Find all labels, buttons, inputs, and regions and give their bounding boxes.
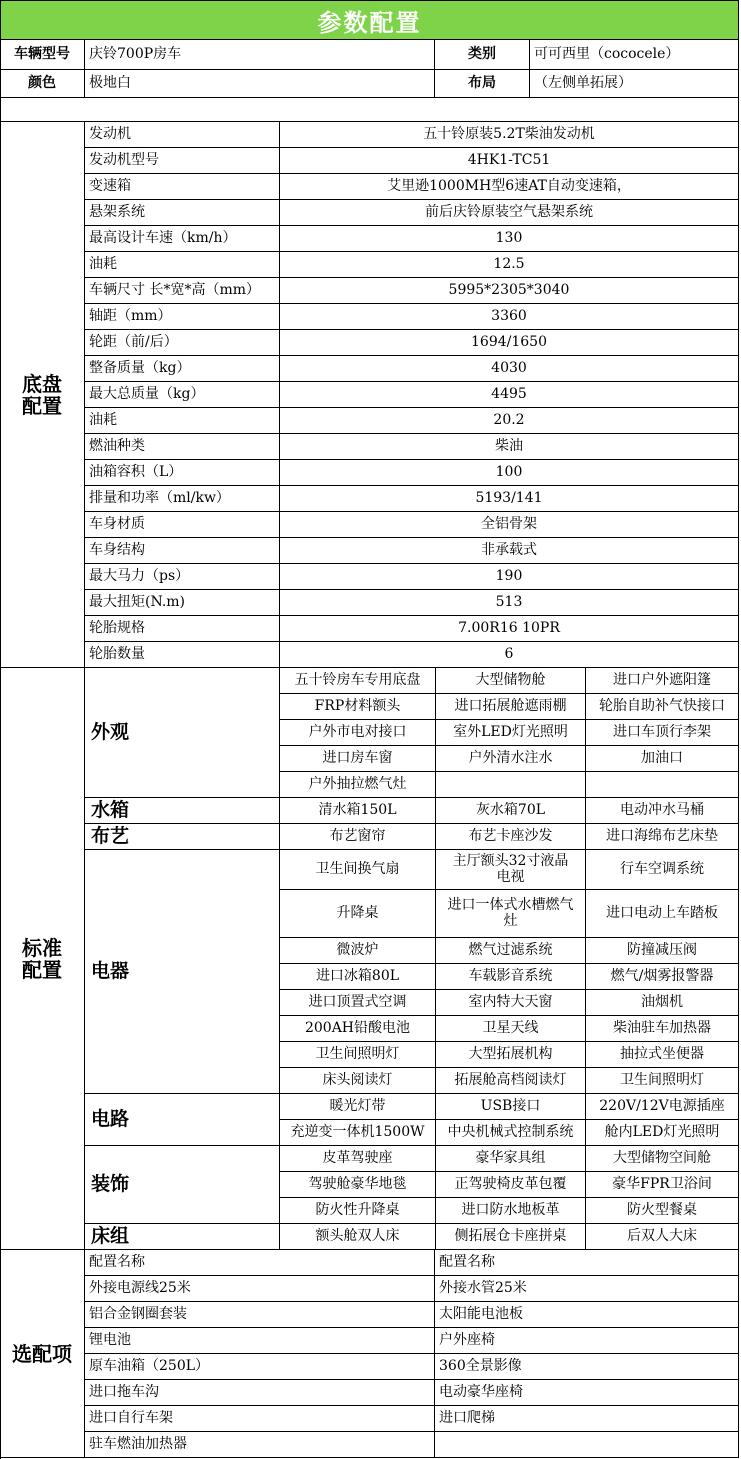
appliances-item: 燃气过滤系统 [436, 938, 586, 964]
appliances-item: 进口一体式水槽燃气灶 [436, 890, 586, 938]
decoration-item: 豪华家具组 [436, 1146, 586, 1172]
exterior-item: 进口户外遮阳篷 [586, 668, 739, 694]
bed-item: 后双人大床 [586, 1224, 739, 1250]
chassis-row-label: 最大总质量（kg） [85, 382, 280, 408]
spacer-row [0, 98, 739, 122]
option-right-empty [435, 1432, 739, 1458]
appliances-label: 电器 [85, 850, 280, 1094]
water-tank-label: 水箱 [85, 798, 280, 824]
decoration-item: 皮革驾驶座 [280, 1146, 436, 1172]
chassis-row-value: 6 [280, 642, 739, 668]
appliances-item: 柴油驻车加热器 [586, 1016, 739, 1042]
exterior-item: FRP材料额头 [280, 694, 436, 720]
page-title: 参数配置 [0, 0, 739, 40]
appliances-item: 微波炉 [280, 938, 436, 964]
chassis-row-label: 变速箱 [85, 174, 280, 200]
appliances-item: 床头阅读灯 [280, 1068, 436, 1094]
bed-item: 额头舱双人床 [280, 1224, 436, 1250]
circuit-item: USB接口 [436, 1094, 586, 1120]
exterior-item: 户外清水注水 [436, 746, 586, 772]
chassis-row-value: 5193/141 [280, 486, 739, 512]
water-tank-item: 灰水箱70L [436, 798, 586, 824]
circuit-item: 充逆变一体机1500W [280, 1120, 436, 1146]
decoration-item: 驾驶舱豪华地毯 [280, 1172, 436, 1198]
chassis-row-value: 3360 [280, 304, 739, 330]
chassis-row-label: 油耗 [85, 252, 280, 278]
circuit-item: 中央机械式控制系统 [436, 1120, 586, 1146]
appliances-item: 主厅额头32寸液晶电视 [436, 850, 586, 890]
chassis-row-label: 轮胎数量 [85, 642, 280, 668]
chassis-row-value: 前后庆铃原装空气悬架系统 [280, 200, 739, 226]
chassis-row-value: 4HK1-TC51 [280, 148, 739, 174]
chassis-row-value: 100 [280, 460, 739, 486]
exterior-item: 五十铃房车专用底盘 [280, 668, 436, 694]
chassis-row-label: 轮胎规格 [85, 616, 280, 642]
chassis-row-label: 发动机 [85, 122, 280, 148]
chassis-row-value: 4030 [280, 356, 739, 382]
option-left-item: 原车油箱（250L） [85, 1354, 435, 1380]
circuit-label: 电路 [85, 1094, 280, 1146]
option-left-item: 锂电池 [85, 1328, 435, 1354]
chassis-row-label: 车身结构 [85, 538, 280, 564]
exterior-empty [586, 772, 739, 798]
fabric-item: 布艺窗帘 [280, 824, 436, 850]
decoration-label: 装饰 [85, 1146, 280, 1224]
chassis-row-label: 油耗 [85, 408, 280, 434]
option-left-item: 外接电源线25米 [85, 1276, 435, 1302]
exterior-item: 大型储物舱 [436, 668, 586, 694]
appliances-item: 进口冰箱80L [280, 964, 436, 990]
appliances-item: 200AH铅酸电池 [280, 1016, 436, 1042]
options-group-label: 选配项 [0, 1250, 85, 1458]
appliances-item: 卫生间换气扇 [280, 850, 436, 890]
appliances-item: 卫生间照明灯 [280, 1042, 436, 1068]
chassis-row-value: 五十铃原装5.2T柴油发动机 [280, 122, 739, 148]
chassis-group-label: 底盘配置 [0, 122, 85, 668]
circuit-item: 220V/12V电源插座 [586, 1094, 739, 1120]
chassis-row-label: 轮距（前/后） [85, 330, 280, 356]
chassis-row-label: 最大马力（ps） [85, 564, 280, 590]
exterior-item: 进口车顶行李架 [586, 720, 739, 746]
fabric-item: 布艺卡座沙发 [436, 824, 586, 850]
chassis-row-value: 柴油 [280, 434, 739, 460]
exterior-item: 进口拓展舱遮雨棚 [436, 694, 586, 720]
standard-group-label: 标准配置 [0, 668, 85, 1250]
decoration-item: 正驾驶椅皮革包覆 [436, 1172, 586, 1198]
chassis-row-value: 513 [280, 590, 739, 616]
option-right-item: 太阳能电池板 [435, 1302, 739, 1328]
chassis-row-label: 轴距（mm） [85, 304, 280, 330]
layout-value: （左侧单拓展） [530, 70, 739, 98]
chassis-row-value: 130 [280, 226, 739, 252]
fabric-label: 布艺 [85, 824, 280, 850]
chassis-row-value: 20.2 [280, 408, 739, 434]
chassis-row-label: 车身材质 [85, 512, 280, 538]
option-left-item: 驻车燃油加热器 [85, 1432, 435, 1458]
decoration-item: 豪华FPR卫浴间 [586, 1172, 739, 1198]
chassis-row-value: 全铝骨架 [280, 512, 739, 538]
chassis-row-value: 5995*2305*3040 [280, 278, 739, 304]
appliances-item: 车载影音系统 [436, 964, 586, 990]
option-right-item: 进口爬梯 [435, 1406, 739, 1432]
appliances-item: 大型拓展机构 [436, 1042, 586, 1068]
chassis-row-label: 整备质量（kg） [85, 356, 280, 382]
circuit-item: 暖光灯带 [280, 1094, 436, 1120]
appliances-item: 抽拉式坐便器 [586, 1042, 739, 1068]
option-right-item: 户外座椅 [435, 1328, 739, 1354]
bed-label: 床组 [85, 1224, 280, 1250]
color-label: 颜色 [0, 70, 85, 98]
appliances-item: 油烟机 [586, 990, 739, 1016]
option-right-item: 外接水管25米 [435, 1276, 739, 1302]
appliances-item: 室内特大天窗 [436, 990, 586, 1016]
chassis-row-label: 悬架系统 [85, 200, 280, 226]
chassis-row-label: 发动机型号 [85, 148, 280, 174]
water-tank-item: 电动冲水马桶 [586, 798, 739, 824]
exterior-item: 室外LED灯光照明 [436, 720, 586, 746]
chassis-row-label: 燃油种类 [85, 434, 280, 460]
option-left-item: 进口拖车沟 [85, 1380, 435, 1406]
exterior-item: 进口房车窗 [280, 746, 436, 772]
appliances-item: 卫生间照明灯 [586, 1068, 739, 1094]
appliances-item: 防撞减压阀 [586, 938, 739, 964]
exterior-empty [436, 772, 586, 798]
model-value: 庆铃700P房车 [85, 40, 435, 70]
chassis-row-value: 12.5 [280, 252, 739, 278]
decoration-item: 防火性升降桌 [280, 1198, 436, 1224]
option-left-item: 铝合金钢圈套装 [85, 1302, 435, 1328]
option-right-item: 配置名称 [435, 1250, 739, 1276]
chassis-row-value: 1694/1650 [280, 330, 739, 356]
circuit-item: 舱内LED灯光照明 [586, 1120, 739, 1146]
option-right-item: 360全景影像 [435, 1354, 739, 1380]
appliances-item: 升降桌 [280, 890, 436, 938]
option-left-item: 进口自行车架 [85, 1406, 435, 1432]
appliances-item: 进口电动上车踏板 [586, 890, 739, 938]
chassis-row-value: 190 [280, 564, 739, 590]
layout-label: 布局 [435, 70, 530, 98]
appliances-item: 行车空调系统 [586, 850, 739, 890]
water-tank-item: 清水箱150L [280, 798, 436, 824]
chassis-row-label: 油箱容积（L） [85, 460, 280, 486]
chassis-row-value: 4495 [280, 382, 739, 408]
appliances-item: 进口顶置式空调 [280, 990, 436, 1016]
appliances-item: 拓展舱高档阅读灯 [436, 1068, 586, 1094]
fabric-item: 进口海绵布艺床垫 [586, 824, 739, 850]
chassis-row-value: 艾里逊1000MH型6速AT自动变速箱， [280, 174, 739, 200]
decoration-item: 大型储物空间舱 [586, 1146, 739, 1172]
exterior-label: 外观 [85, 668, 280, 798]
color-value: 极地白 [85, 70, 435, 98]
decoration-item: 防火型餐桌 [586, 1198, 739, 1224]
exterior-item: 户外市电对接口 [280, 720, 436, 746]
decoration-item: 进口防水地板革 [436, 1198, 586, 1224]
exterior-item: 加油口 [586, 746, 739, 772]
option-left-item: 配置名称 [85, 1250, 435, 1276]
chassis-row-value: 非承载式 [280, 538, 739, 564]
appliances-item: 燃气/烟雾报警器 [586, 964, 739, 990]
category-label: 类别 [435, 40, 530, 70]
exterior-item: 户外抽拉燃气灶 [280, 772, 436, 798]
chassis-row-label: 最高设计车速（km/h） [85, 226, 280, 252]
category-value: 可可西里（cococele） [530, 40, 739, 70]
appliances-item: 卫星天线 [436, 1016, 586, 1042]
exterior-item: 轮胎自助补气快接口 [586, 694, 739, 720]
chassis-row-label: 车辆尺寸 长*宽*高（mm） [85, 278, 280, 304]
chassis-row-value: 7.00R16 10PR [280, 616, 739, 642]
chassis-row-label: 排量和功率（ml/kw） [85, 486, 280, 512]
bed-item: 侧拓展仓卡座拼桌 [436, 1224, 586, 1250]
model-label: 车辆型号 [0, 40, 85, 70]
chassis-row-label: 最大扭矩(N.m) [85, 590, 280, 616]
option-right-item: 电动豪华座椅 [435, 1380, 739, 1406]
